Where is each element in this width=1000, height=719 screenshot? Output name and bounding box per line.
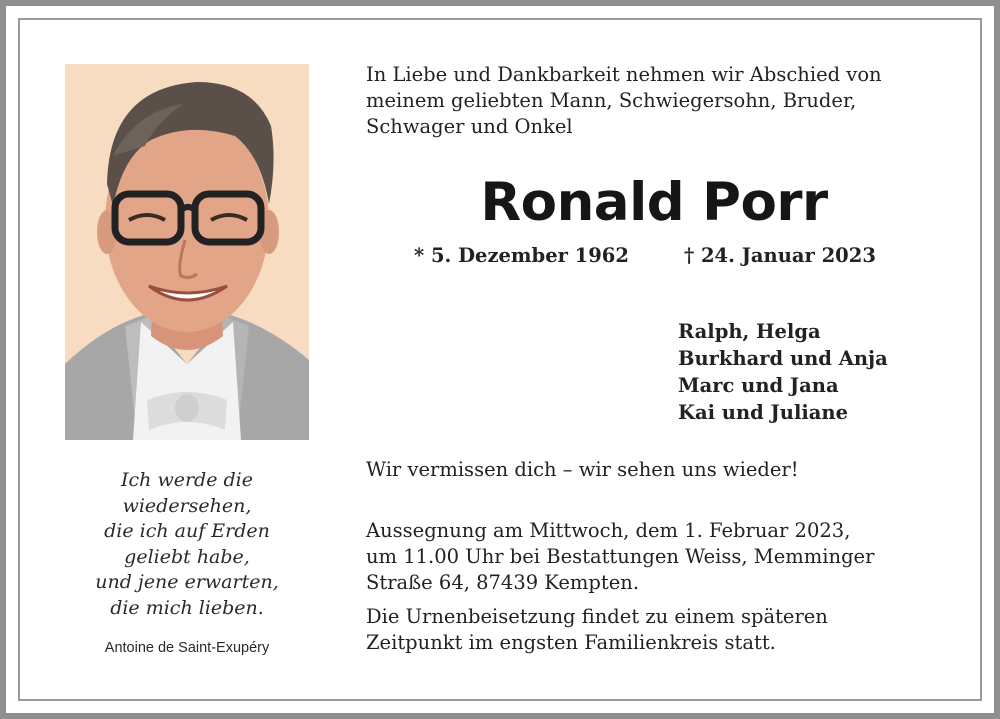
quote-line: die mich lieben. <box>110 596 264 619</box>
death-date: † 24. Januar 2023 <box>684 244 876 267</box>
quote-block <box>46 468 328 621</box>
burial-line: Die Urnenbeisetzung findet zu einem späteren <box>366 605 828 628</box>
quote-line: wiedersehen, <box>122 494 252 517</box>
mourner-entry: Kai und Juliane <box>678 401 848 424</box>
quote-line: und jene erwarten, <box>95 571 279 593</box>
quote-line: Ich werde die <box>121 469 253 491</box>
deceased-name: Ronald Porr <box>480 172 828 233</box>
burial-info <box>366 604 966 656</box>
mourners-list <box>678 318 888 426</box>
mourner-entry: Burkhard und Anja <box>678 347 888 370</box>
quote-line: die ich auf Erden <box>104 520 270 542</box>
service-line: um 11.00 Uhr bei Bestattungen Weiss, Memminger <box>366 545 875 568</box>
farewell-text: Wir vermissen dich – wir sehen uns wieder! <box>366 458 799 481</box>
mourner-entry: Marc und Jana <box>678 374 839 397</box>
portrait-photo <box>65 64 309 440</box>
quote-line: geliebt habe, <box>124 545 250 568</box>
service-line: Straße 64, 87439 Kempten. <box>366 571 640 594</box>
quote-author: Antoine de Saint-Exupéry <box>104 640 270 656</box>
mourner-entry: Ralph, Helga <box>678 320 821 343</box>
obituary-card <box>6 6 994 713</box>
service-line: Aussegnung am Mittwoch, dem 1. Februar 2023, <box>366 519 851 542</box>
burial-line: Zeitpunkt im engsten Familienkreis statt. <box>366 631 776 654</box>
intro-line: In Liebe und Dankbarkeit nehmen wir Abschied von <box>366 63 882 86</box>
intro-line: Schwager und Onkel <box>366 115 573 138</box>
birth-date: * 5. Dezember 1962 <box>414 244 629 267</box>
intro-text <box>366 62 966 140</box>
service-info <box>366 518 966 596</box>
intro-line: meinem geliebten Mann, Schwiegersohn, Bruder, <box>366 89 857 112</box>
